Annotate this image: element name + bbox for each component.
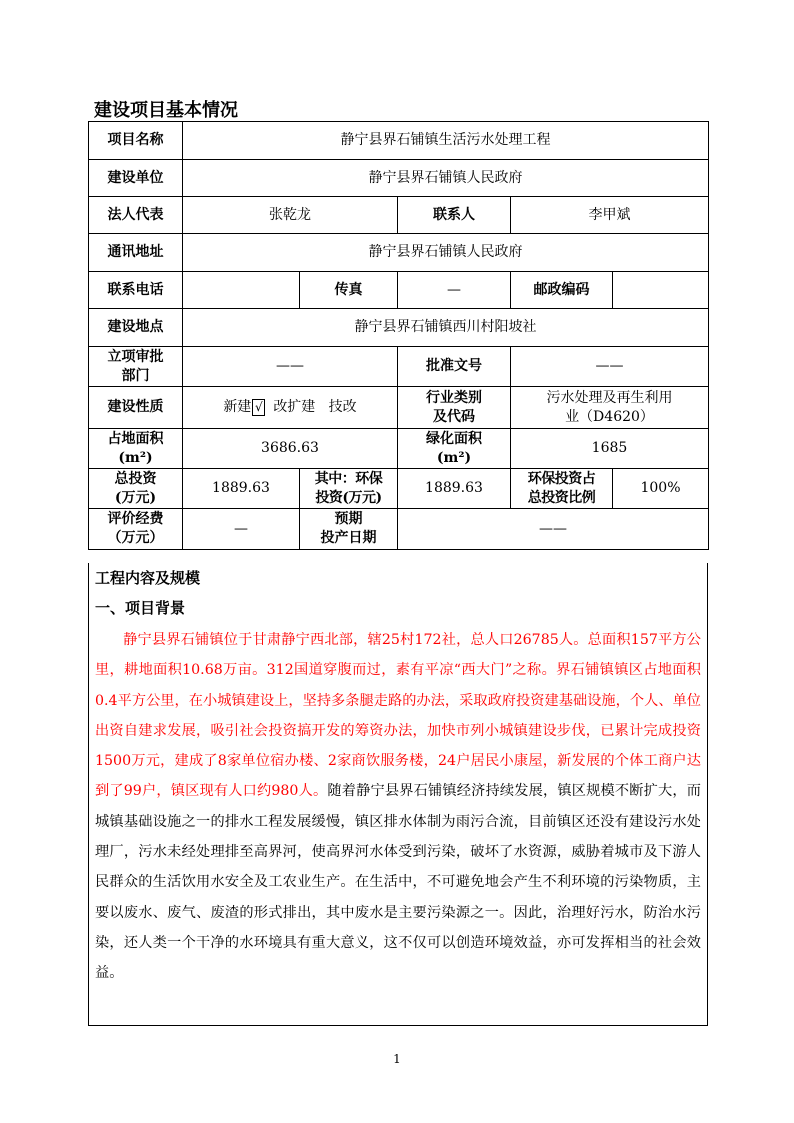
env-ratio-value: 100% (613, 469, 709, 509)
builder-label: 建设单位 (89, 160, 183, 197)
green-area-label-line2: (m²) (436, 449, 472, 466)
page-number: 1 (393, 1052, 401, 1066)
site-label: 建设地点 (89, 309, 183, 347)
industry-label (398, 387, 511, 429)
nature-tech: 技改 (328, 399, 357, 415)
eval-fee-value: — (183, 509, 300, 550)
nature-label: 建设性质 (89, 387, 183, 429)
section-title: 工程内容及规模 (95, 569, 201, 587)
land-area-value: 3686.63 (183, 429, 398, 469)
row-builder (89, 160, 709, 197)
industry-label-line2: 及代码 (433, 408, 475, 425)
production-date-label-line1: 预期 (334, 511, 363, 527)
nature-new: 新建 (223, 399, 252, 415)
background-paragraph (95, 625, 701, 989)
approval-dept-label (89, 347, 183, 387)
approval-dept-label-line1: 立项审批 (107, 348, 164, 365)
background-text-highlight: 静宁县界石铺镇位于甘肃静宁西北部，辖25村172社，总人口26785人。总面积157平方公里，耕地面积10.68万亩。312国道穿腹而过，素有平凉“西大门”之称。界石铺镇镇区占地面积0.4平方公里，在小城镇建设上，坚持多条腿走路的办法，采取政府投资建基础设施，个人、单位出资自建求发展，吸引社会投资搞开发的筹资办法，加快市列小城镇建设步伐，已累计完成投资1500万元，建成了8家单位宿办楼、2家商饮服务楼，24户居民小康屋，新发展的个体工商户达到了99户，镇区现有人口约980人。 (95, 632, 701, 800)
env-ratio-label-line2: 总投资比例 (527, 489, 596, 506)
contact-value: 李甲斌 (511, 197, 709, 234)
postcode-label: 邮政编码 (511, 272, 613, 309)
row-eval-fee (89, 509, 709, 550)
contact-label: 联系人 (398, 197, 511, 234)
approval-no-value: —— (511, 347, 709, 387)
legal-rep-label: 法人代表 (89, 197, 183, 234)
total-invest-label-line1: 总投资 (114, 470, 157, 487)
row-project-name (89, 122, 709, 160)
row-address (89, 234, 709, 272)
eval-fee-label (89, 509, 183, 550)
env-ratio-label (511, 469, 613, 509)
fax-value: — (398, 272, 511, 309)
builder-value: 静宁县界石铺镇人民政府 (183, 160, 709, 197)
address-label: 通讯地址 (89, 234, 183, 272)
env-invest-value: 1889.63 (398, 469, 511, 509)
eval-fee-label-line2: （万元） (107, 530, 164, 546)
postcode-value (613, 272, 709, 309)
eval-fee-label-line1: 评价经费 (107, 511, 164, 527)
nature-expand: 改扩建 (273, 399, 316, 415)
project-name-label: 项目名称 (89, 122, 183, 160)
industry-value-line2: 业（D4620） (565, 408, 654, 425)
green-area-value: 1685 (511, 429, 709, 469)
row-area (89, 429, 709, 469)
project-info-table (88, 121, 709, 550)
production-date-label (300, 509, 398, 550)
nature-new-checkbox: √ (252, 399, 265, 416)
site-value: 静宁县界石铺镇西川村阳坡社 (183, 309, 709, 347)
row-investment (89, 469, 709, 509)
total-invest-value: 1889.63 (183, 469, 300, 509)
row-legal-rep (89, 197, 709, 234)
industry-value (511, 387, 709, 429)
production-date-label-line2: 投产日期 (320, 530, 377, 546)
land-area-label-line1: 占地面积 (107, 430, 164, 447)
industry-label-line1: 行业类别 (426, 389, 482, 406)
approval-dept-label-line2: 部门 (121, 367, 150, 384)
land-area-label-line2: (m²) (118, 449, 153, 466)
approval-no-label: 批准文号 (398, 347, 511, 387)
subsection-title: 一、项目背景 (95, 599, 186, 617)
env-invest-label-line2: 投资(万元) (315, 489, 382, 506)
green-area-label (398, 429, 511, 469)
legal-rep-value: 张乾龙 (183, 197, 398, 234)
total-invest-label-line2: (万元) (114, 489, 157, 506)
env-invest-label-line1: 其中：环保 (314, 470, 383, 487)
address-value: 静宁县界石铺镇人民政府 (183, 234, 709, 272)
env-invest-label (300, 469, 398, 509)
industry-value-line1: 污水处理及再生利用 (546, 389, 673, 406)
total-invest-label (89, 469, 183, 509)
row-nature (89, 387, 709, 429)
approval-dept-value: —— (183, 347, 398, 387)
phone-label: 联系电话 (89, 272, 183, 309)
row-phone (89, 272, 709, 309)
production-date-value: —— (398, 509, 709, 550)
background-text: 随着静宁县界石铺镇经济持续发展，镇区规模不断扩大，而城镇基础设施之一的排水工程发展缓慢，镇区排水体制为雨污合流，目前镇区还没有建设污水处理厂，污水未经处理排至高界河，使高界河水体受到污染，破坏了水资源，威胁着城市及下游人民群众的生活饮用水安全及工农业生产。在生活中，不可避免地会产生不利环境的污染物质，主要以废水、废气、废渣的形式排出，其中废水是主要污染源之一。因此，治理好污水，防治水污染，还人类一个干净的水环境具有重大意义，这不仅可以创造环境效益，亦可发挥相当的社会效益。 (95, 783, 701, 982)
land-area-label (89, 429, 183, 469)
page-title: 建设项目基本情况 (94, 100, 238, 121)
nature-options (183, 387, 398, 429)
row-approval (89, 347, 709, 387)
green-area-label-line1: 绿化面积 (426, 430, 482, 447)
project-content-box (88, 563, 708, 1026)
phone-value (183, 272, 300, 309)
fax-label: 传真 (300, 272, 398, 309)
project-name-value: 静宁县界石铺镇生活污水处理工程 (183, 122, 709, 160)
row-site (89, 309, 709, 347)
env-ratio-label-line1: 环保投资占 (527, 470, 596, 487)
